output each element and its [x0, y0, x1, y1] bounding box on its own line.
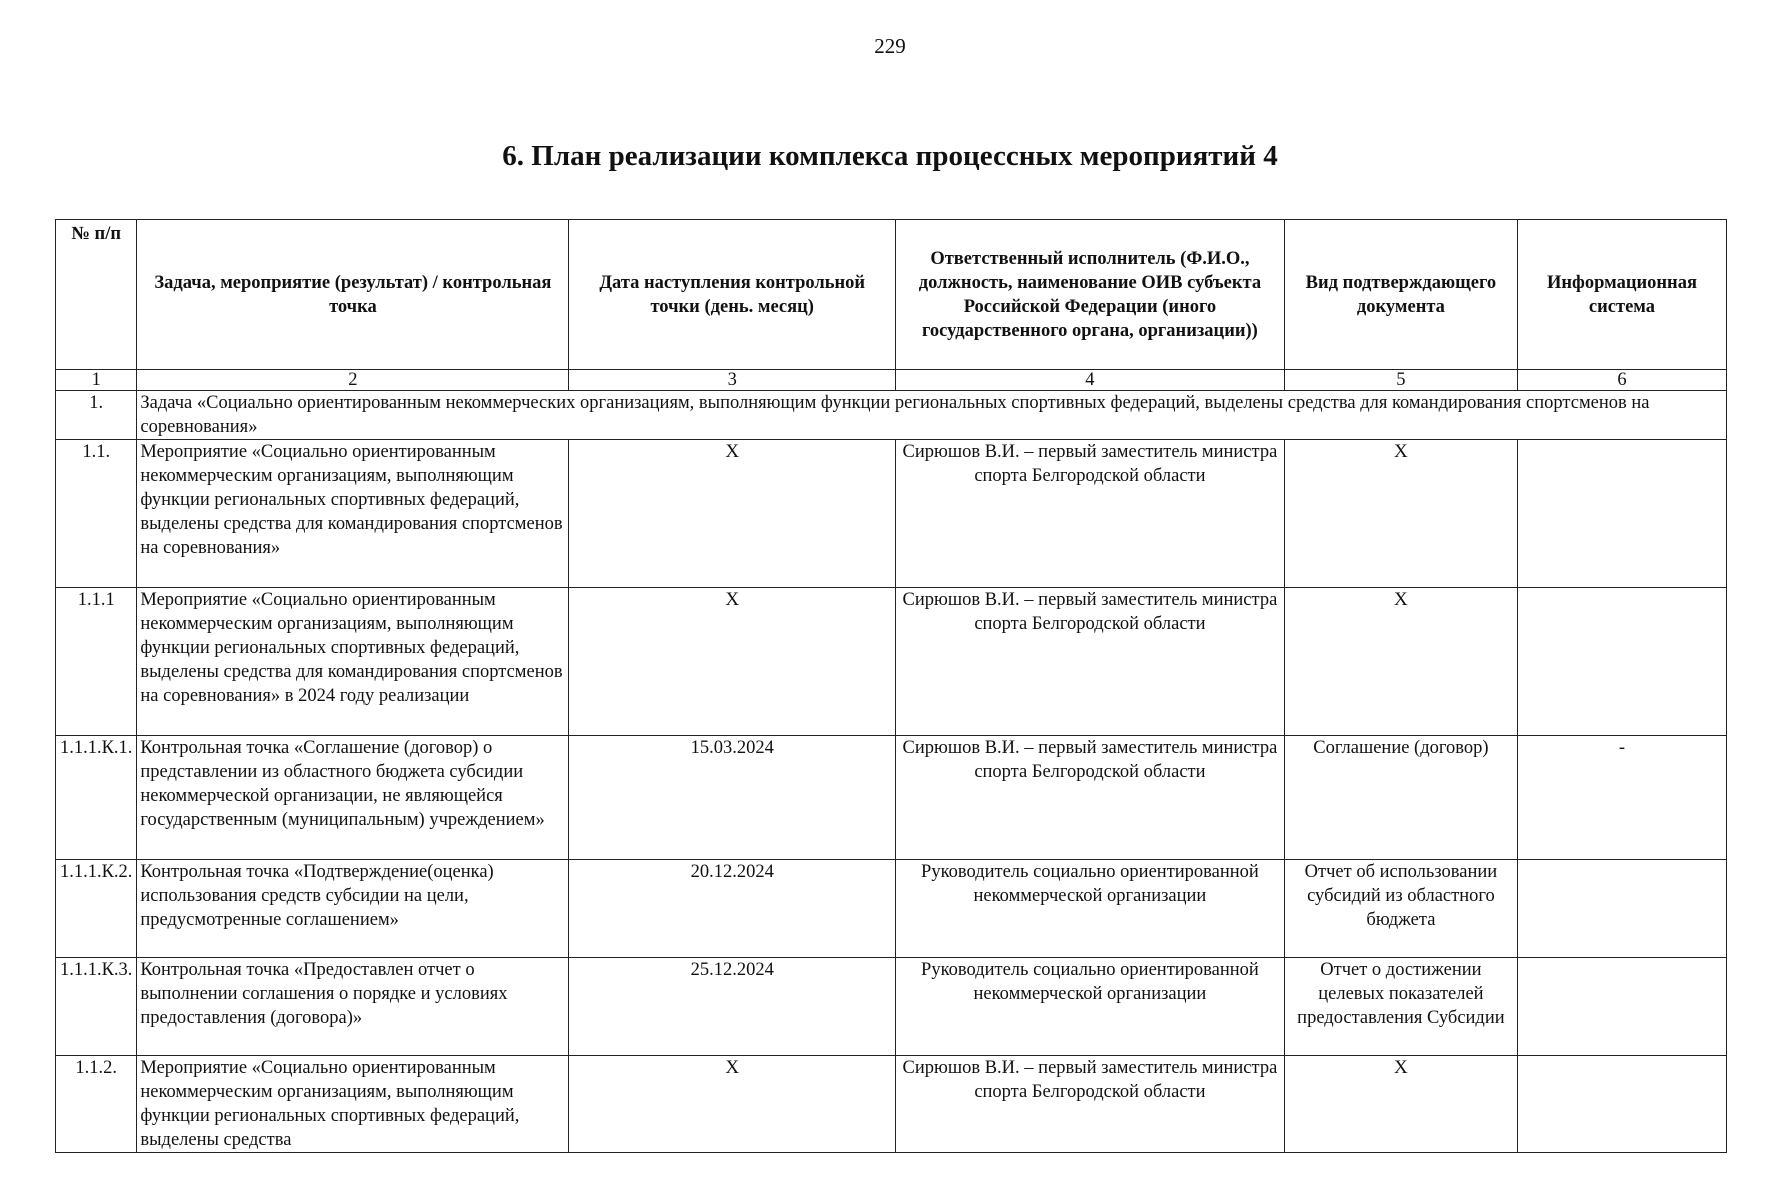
row-number: 1.1.1.К.1. [56, 736, 137, 860]
table-row [56, 958, 1727, 1056]
page-title: 6. План реализации комплекса процессных мероприятий 4 [502, 140, 1278, 172]
plan-table [55, 219, 1727, 1153]
table-row [56, 440, 1727, 588]
row-date: 25.12.2024 [569, 958, 896, 1056]
header-number: № п/п [56, 220, 137, 370]
row-date: X [569, 588, 896, 736]
task-number: 1. [56, 391, 137, 440]
row-system [1517, 1056, 1726, 1153]
table-row [56, 736, 1727, 860]
row-responsible: Сирюшов В.И. – первый заместитель министра спорта Белгородской области [896, 736, 1285, 860]
row-system [1517, 440, 1726, 588]
header-task: Задача, мероприятие (результат) / контрольная точка [137, 220, 569, 370]
row-system [1517, 958, 1726, 1056]
row-document: Отчет об использовании субсидий из областного бюджета [1284, 860, 1517, 958]
row-date: X [569, 440, 896, 588]
task-row [56, 391, 1727, 440]
row-number: 1.1.1.К.2. [56, 860, 137, 958]
column-number: 3 [569, 370, 896, 391]
row-number: 1.1. [56, 440, 137, 588]
row-responsible: Сирюшов В.И. – первый заместитель министра спорта Белгородской области [896, 440, 1285, 588]
row-task: Мероприятие «Социально ориентированным некоммерческим организациям, выполняющим функции региональных спортивных федераций, выделены средства [137, 1056, 569, 1153]
row-system [1517, 588, 1726, 736]
row-task: Мероприятие «Социально ориентированным некоммерческим организациям, выполняющим функции региональных спортивных федераций, выделены средства для командирования спортсменов на соревнования» в 2024 году реализации [137, 588, 569, 736]
column-number: 4 [896, 370, 1285, 391]
row-task: Контрольная точка «Соглашение (договор) о представлении из областного бюджета субсидии некоммерческой организации, не являющейся государственным (муниципальным) учреждением» [137, 736, 569, 860]
row-system [1517, 860, 1726, 958]
row-date: 15.03.2024 [569, 736, 896, 860]
row-responsible: Руководитель социально ориентированной некоммерческой организации [896, 958, 1285, 1056]
row-document: Отчет о достижении целевых показателей предоставления Субсидии [1284, 958, 1517, 1056]
row-date: X [569, 1056, 896, 1153]
column-number: 6 [1517, 370, 1726, 391]
column-number: 2 [137, 370, 569, 391]
row-document: X [1284, 588, 1517, 736]
row-number: 1.1.2. [56, 1056, 137, 1153]
row-number: 1.1.1 [56, 588, 137, 736]
row-responsible: Руководитель социально ориентированной некоммерческой организации [896, 860, 1285, 958]
header-system: Информационная система [1517, 220, 1726, 370]
row-responsible: Сирюшов В.И. – первый заместитель министра спорта Белгородской области [896, 1056, 1285, 1153]
column-number: 5 [1284, 370, 1517, 391]
column-number: 1 [56, 370, 137, 391]
task-text: Задача «Социально ориентированным некоммерческих организациям, выполняющим функции региональных спортивных федераций, выделены средства для командирования спортсменов на соревнования» [137, 391, 1727, 440]
row-number: 1.1.1.К.3. [56, 958, 137, 1056]
table-row [56, 588, 1727, 736]
row-document: X [1284, 1056, 1517, 1153]
header-responsible: Ответственный исполнитель (Ф.И.О., должность, наименование ОИВ субъекта Российской Федерации (иного государственного органа, организации)) [896, 220, 1285, 370]
row-task: Мероприятие «Социально ориентированным некоммерческим организациям, выполняющим функции региональных спортивных федераций, выделены средства для командирования спортсменов на соревнования» [137, 440, 569, 588]
row-date: 20.12.2024 [569, 860, 896, 958]
table-row [56, 1056, 1727, 1153]
header-document: Вид подтверждающего документа [1284, 220, 1517, 370]
row-document: X [1284, 440, 1517, 588]
row-system: - [1517, 736, 1726, 860]
table-row [56, 860, 1727, 958]
row-responsible: Сирюшов В.И. – первый заместитель министра спорта Белгородской области [896, 588, 1285, 736]
header-date: Дата наступления контрольной точки (день. месяц) [569, 220, 896, 370]
row-task: Контрольная точка «Предоставлен отчет о выполнении соглашения о порядке и условиях предоставления (договора)» [137, 958, 569, 1056]
row-task: Контрольная точка «Подтверждение(оценка) использования средств субсидии на цели, предусмотренные соглашением» [137, 860, 569, 958]
row-document: Соглашение (договор) [1284, 736, 1517, 860]
page-number: 229 [874, 34, 906, 58]
